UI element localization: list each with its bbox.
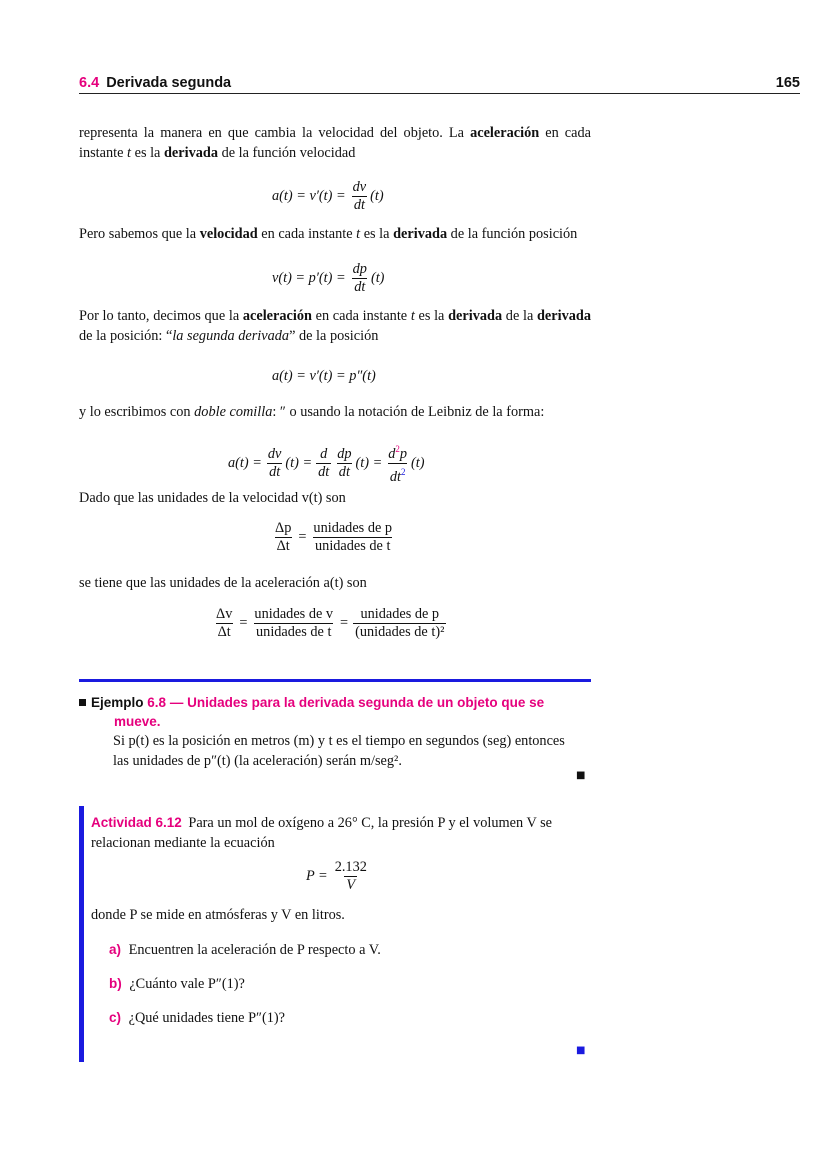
activity-item-c: c) ¿Qué unidades tiene P″(1)? [109, 1010, 286, 1026]
activity-left-bar [79, 806, 84, 1062]
equation-5: $\frac{\Delta p}{\Delta t}$ = $\frac{\text{unidades de p}}{\text{unidades de t}}$ [275, 520, 393, 554]
section-title: Derivada segunda [106, 75, 232, 91]
header-rule [79, 93, 800, 94]
activity-item-a: a) Encuentren la aceleración de P respecto a V. [109, 942, 381, 958]
equation-3: a(t) = v′(t) = p″(t) [272, 368, 376, 384]
activity-item-b: b) ¿Cuánto vale P″(1)? [109, 976, 245, 992]
paragraph-2: Pero sabemos que la velocidad en cada instante t es la derivada de la función posición [79, 226, 578, 242]
section-number: 6.4 [79, 75, 100, 91]
running-header [79, 75, 231, 91]
activity-after-text: donde P se mide en atmósferas y V en litros. [91, 907, 345, 923]
equation-1: a(t) = v′(t) = $\frac{dv}{dt}$ (t) [272, 179, 384, 213]
equation-2: v(t) = p′(t) = $\frac{dp}{dt}$ (t) [272, 261, 385, 295]
paragraph-4: y lo escribimos con doble comilla: ″ o usando la notación de Leibniz de la forma: [79, 404, 545, 420]
activity-equation: P = $\frac{2.132}{V}$ [306, 859, 367, 893]
equation-6: $\frac{\Delta v}{\Delta t}$ = $\frac{\text{unidades de v}}{\text{unidades de t}}$ = $\frac{\text{unidades de p}}{\text{(unidades de t)²}}$ [216, 606, 445, 640]
bullet-square-icon [79, 699, 86, 706]
example-top-rule [79, 679, 591, 682]
paragraph-3: Por lo tanto, decimos que la aceleración en cada instante t es la derivada de la derivada de la posición: “la segunda derivada” de la posición [79, 308, 591, 344]
example-body: Si p(t) es la posición en metros (m) y t es el tiempo en segundos (seg) entonces las unidades de p″(t) (la aceleración) serán m/seg². [113, 733, 565, 769]
paragraph-5: Dado que las unidades de la velocidad v(t) son [79, 490, 346, 506]
equation-4: a(t) = $\frac{dv}{dt}$ (t) = $\frac{d}{dt}$ $\frac{dp}{dt}$ (t) = $\frac{d^2p}{dt^2}$ (t) [228, 444, 425, 485]
paragraph-6: se tiene que las unidades de la aceleración a(t) son [79, 575, 367, 591]
example-end-mark: ■ [576, 770, 586, 781]
activity-intro: Actividad 6.12 Para un mol de oxígeno a 26° C, la presión P y el volumen V se relacionan mediante la ecuación [91, 815, 552, 851]
paragraph-1: representa la manera en que cambia la velocidad del objeto. La aceleración en cada instante t es la derivada de la función velocidad [79, 125, 591, 161]
activity-end-mark: ■ [576, 1045, 586, 1056]
page-number: 165 [775, 75, 800, 91]
example-title: Ejemplo 6.8 — Unidades para la derivada segunda de un objeto que se mueve. [79, 693, 591, 731]
